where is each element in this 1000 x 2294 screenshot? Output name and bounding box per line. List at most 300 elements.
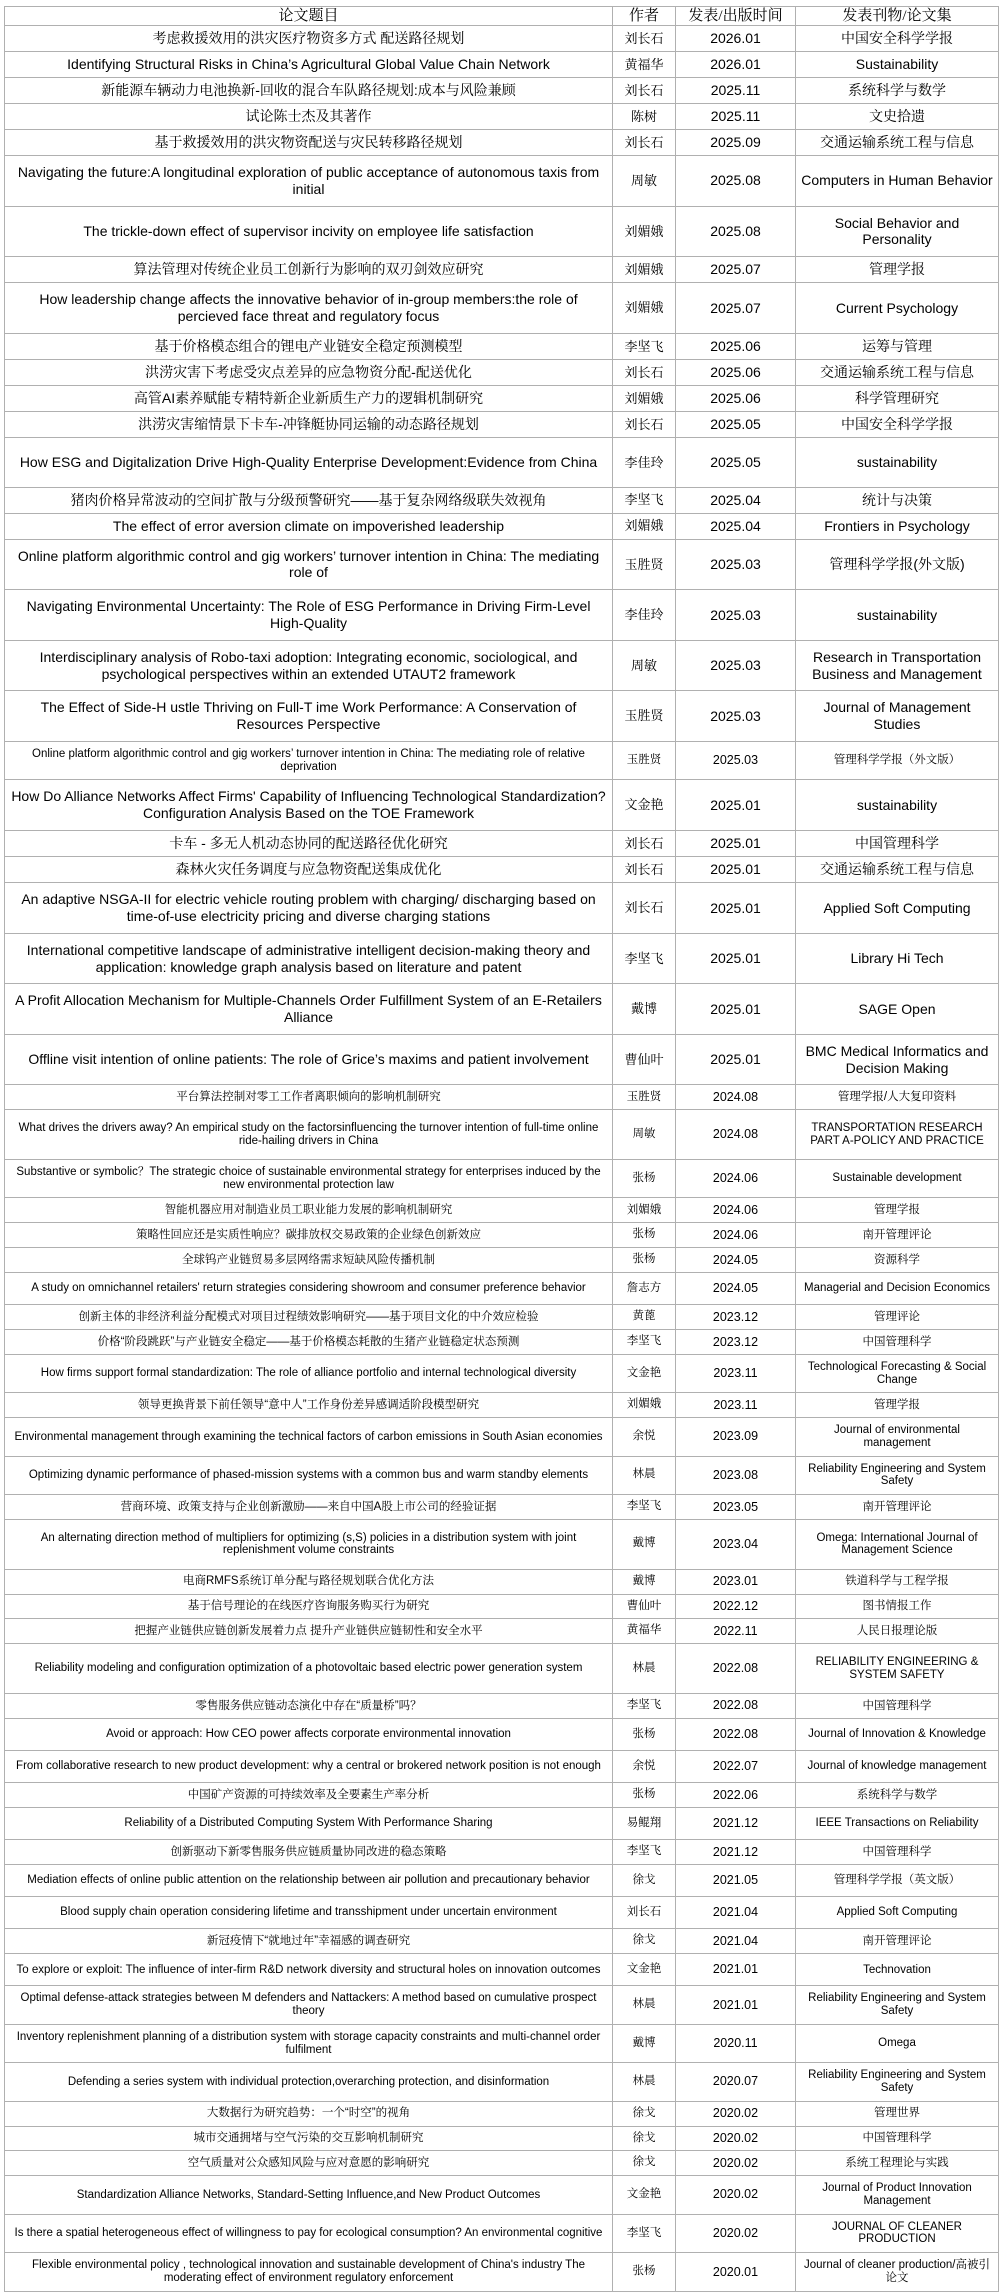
table-row [5, 2176, 999, 2214]
table-cell-author: 戴博 [613, 2024, 676, 2062]
table-cell-date: 2024.06 [676, 1160, 796, 1198]
table-cell-author: 曹仙叶 [613, 1034, 676, 1085]
publications-table [4, 6, 999, 2292]
table-cell-author: 张杨 [613, 1718, 676, 1750]
table-cell-title: 城市交通拥堵与空气污染的交互影响机制研究 [5, 2126, 613, 2151]
table-cell-title: 创新驱动下新零售服务供应链质量协同改进的稳态策略 [5, 1840, 613, 1865]
table-cell-title: Offline visit intention of online patients: The role of Grice’s maxims and patient involvement [5, 1034, 613, 1085]
table-cell-author: 刘长石 [613, 130, 676, 156]
table-cell-venue: sustainability [796, 437, 999, 487]
table-cell-title: Defending a series system with individual protection,overarching protection, and disinformation [5, 2063, 613, 2101]
table-cell-title: Navigating Environmental Uncertainty: The Role of ESG Performance in Driving Firm-Level High-Quality [5, 590, 613, 641]
table-row [5, 1619, 999, 1644]
table-cell-venue: 管理科学学报(外文版) [796, 539, 999, 590]
table-cell-date: 2021.04 [676, 1929, 796, 1954]
table-cell-date: 2022.06 [676, 1783, 796, 1808]
table-row [5, 104, 999, 130]
table-row [5, 1248, 999, 1273]
table-cell-author: 刘媚娥 [613, 1393, 676, 1418]
table-cell-author: 张杨 [613, 1248, 676, 1273]
table-cell-venue: 管理科学学报（英文版） [796, 1865, 999, 1897]
table-cell-venue: 交通运输系统工程与信息 [796, 359, 999, 385]
table-cell-venue: sustainability [796, 590, 999, 641]
table-cell-author: 刘媚娥 [613, 513, 676, 539]
table-cell-author: 李坚飞 [613, 2214, 676, 2252]
table-cell-date: 2025.07 [676, 283, 796, 334]
table-cell-date: 2022.11 [676, 1619, 796, 1644]
table-cell-title: 智能机器应用对制造业员工职业能力发展的影响机制研究 [5, 1198, 613, 1223]
table-cell-venue: Reliability Engineering and System Safety [796, 1456, 999, 1494]
table-cell-venue: Reliability Engineering and System Safety [796, 2063, 999, 2101]
table-cell-author: 詹志方 [613, 1273, 676, 1305]
table-cell-venue: TRANSPORTATION RESEARCH PART A-POLICY AND PRACTICE [796, 1110, 999, 1160]
table-row [5, 283, 999, 334]
table-cell-title: 基于价格模态组合的锂电产业链安全稳定预测模型 [5, 333, 613, 359]
table-cell-date: 2022.08 [676, 1718, 796, 1750]
table-row [5, 206, 999, 257]
table-cell-author: 刘长石 [613, 78, 676, 104]
table-cell-author: 周敏 [613, 1110, 676, 1160]
table-cell-venue: Journal of environmental management [796, 1418, 999, 1456]
table-row [5, 883, 999, 934]
table-row [5, 1718, 999, 1750]
table-cell-date: 2025.08 [676, 156, 796, 207]
table-cell-venue: 文史拾遗 [796, 104, 999, 130]
table-row [5, 2024, 999, 2062]
table-row [5, 1223, 999, 1248]
table-cell-title: 电商RMFS系统订单分配与路径规划联合优化方法 [5, 1569, 613, 1594]
table-cell-title: A study on omnichannel retailers' return strategies considering showroom and consumer preference behavior [5, 1273, 613, 1305]
table-cell-venue: 人民日报理论版 [796, 1619, 999, 1644]
table-row [5, 2151, 999, 2176]
table-cell-author: 刘媚娥 [613, 206, 676, 257]
table-cell-venue: 铁道科学与工程学报 [796, 1569, 999, 1594]
table-cell-author: 李佳玲 [613, 590, 676, 641]
table-row [5, 1644, 999, 1694]
table-cell-author: 李坚飞 [613, 487, 676, 513]
table-row [5, 1110, 999, 1160]
table-cell-title: Online platform algorithmic control and gig workers’ turnover intention in China: The mediating role of relative deprivation [5, 742, 613, 780]
table-cell-author: 刘媚娥 [613, 1198, 676, 1223]
table-cell-author: 戴博 [613, 984, 676, 1035]
table-row [5, 1034, 999, 1085]
table-cell-title: 新能源车辆动力电池换新-回收的混合车队路径规划:成本与风险兼顾 [5, 78, 613, 104]
table-cell-venue: Applied Soft Computing [796, 1897, 999, 1929]
table-cell-title: Is there a spatial heterogeneous effect of willingness to pay for ecological consumption? An environmental cognitive [5, 2214, 613, 2252]
table-row [5, 1594, 999, 1619]
table-cell-title: 试论陈士杰及其著作 [5, 104, 613, 130]
table-row [5, 1085, 999, 1110]
table-cell-date: 2025.06 [676, 385, 796, 411]
table-cell-title: 零售服务供应链动态演化中存在“质量桥”吗？ [5, 1693, 613, 1718]
table-cell-author: 徐戈 [613, 2101, 676, 2126]
table-cell-author: 文金艳 [613, 780, 676, 831]
table-row [5, 1569, 999, 1594]
table-cell-venue: 中国安全科学学报 [796, 411, 999, 437]
table-cell-venue: 系统工程理论与实践 [796, 2151, 999, 2176]
table-cell-title: What drives the drivers away? An empirical study on the factorsinfluencing the turnover intention of full-time online ride-hailing drivers in China [5, 1110, 613, 1160]
table-cell-venue: 南开管理评论 [796, 1929, 999, 1954]
table-cell-author: 林晨 [613, 1456, 676, 1494]
table-cell-author: 余悦 [613, 1418, 676, 1456]
table-cell-venue: Omega: International Journal of Management Science [796, 1519, 999, 1569]
table-cell-title: 大数据行为研究趋势：一个“时空”的视角 [5, 2101, 613, 2126]
table-cell-title: Reliability of a Distributed Computing System With Performance Sharing [5, 1808, 613, 1840]
table-cell-author: 黄福华 [613, 52, 676, 78]
table-cell-venue: Social Behavior and Personality [796, 206, 999, 257]
table-cell-title: Environmental management through examining the technical factors of carbon emissions in South Asian economies [5, 1418, 613, 1456]
table-cell-date: 2025.04 [676, 487, 796, 513]
table-cell-author: 李坚飞 [613, 1840, 676, 1865]
table-row [5, 1929, 999, 1954]
table-cell-venue: Library Hi Tech [796, 933, 999, 984]
table-cell-venue: Current Psychology [796, 283, 999, 334]
table-cell-date: 2023.04 [676, 1519, 796, 1569]
table-cell-venue: 科学管理研究 [796, 385, 999, 411]
table-cell-title: An adaptive NSGA-II for electric vehicle routing problem with charging/ discharging based on time-of-use electricity pricing and diverse charging stations [5, 883, 613, 934]
table-row [5, 2126, 999, 2151]
table-row [5, 513, 999, 539]
table-cell-title: The Effect of Side-H ustle Thriving on Full-T ime Work Performance: A Conservation of Resources Perspective [5, 691, 613, 742]
table-cell-venue: SAGE Open [796, 984, 999, 1035]
table-row [5, 26, 999, 52]
table-cell-venue: Computers in Human Behavior [796, 156, 999, 207]
table-cell-venue: 系统科学与数学 [796, 1783, 999, 1808]
table-row [5, 257, 999, 283]
table-cell-title: How Do Alliance Networks Affect Firms' Capability of Influencing Technological Standardization? Configuration Analysis Based on the TOE Framework [5, 780, 613, 831]
table-cell-author: 刘媚娥 [613, 385, 676, 411]
table-cell-date: 2023.12 [676, 1330, 796, 1355]
table-cell-title: The trickle-down effect of supervisor incivity on employee life satisfaction [5, 206, 613, 257]
table-cell-date: 2022.08 [676, 1693, 796, 1718]
table-cell-title: Flexible environmental policy , technological innovation and sustainable development of China's industry The moderating effect of environment regulatory enforcement [5, 2253, 613, 2292]
table-cell-date: 2024.06 [676, 1198, 796, 1223]
table-cell-date: 2020.02 [676, 2214, 796, 2252]
table-cell-title: 价格“阶段跳跃”与产业链安全稳定——基于价格模态耗散的生猪产业链稳定状态预测 [5, 1330, 613, 1355]
table-row [5, 640, 999, 691]
table-row [5, 742, 999, 780]
table-cell-title: Substantive or symbolic？The strategic choice of sustainable environmental strategy for enterprises induced by the new environmental protection law [5, 1160, 613, 1198]
table-cell-title: 洪涝灾害缩情景下卡车-冲锋艇协同运输的动态路径规划 [5, 411, 613, 437]
table-row [5, 1808, 999, 1840]
table-cell-venue: 运筹与管理 [796, 333, 999, 359]
table-cell-date: 2025.03 [676, 539, 796, 590]
table-cell-date: 2025.11 [676, 104, 796, 130]
table-cell-date: 2025.01 [676, 984, 796, 1035]
table-cell-author: 戴博 [613, 1519, 676, 1569]
table-cell-title: 卡车 - 多无人机动态协同的配送路径优化研究 [5, 831, 613, 857]
table-cell-venue: 中国管理科学 [796, 1330, 999, 1355]
table-cell-title: 平台算法控制对零工工作者离职倾向的影响机制研究 [5, 1085, 613, 1110]
table-cell-title: Mediation effects of online public attention on the relationship between air pollution and precautionary behavior [5, 1865, 613, 1897]
table-cell-author: 林晨 [613, 2063, 676, 2101]
table-cell-date: 2025.01 [676, 780, 796, 831]
table-cell-date: 2020.02 [676, 2176, 796, 2214]
table-row [5, 1986, 999, 2024]
table-cell-venue: Sustainable development [796, 1160, 999, 1198]
table-cell-date: 2020.02 [676, 2126, 796, 2151]
table-cell-date: 2025.03 [676, 742, 796, 780]
table-cell-title: Inventory replenishment planning of a distribution system with storage capacity constraints and multi-channel order fulfilment [5, 2024, 613, 2062]
table-cell-author: 玉胜贤 [613, 1085, 676, 1110]
table-cell-date: 2025.04 [676, 513, 796, 539]
table-cell-author: 李坚飞 [613, 333, 676, 359]
table-cell-venue: 统计与决策 [796, 487, 999, 513]
table-cell-title: 创新主体的非经济利益分配模式对项目过程绩效影响研究——基于项目文化的中介效应检验 [5, 1305, 613, 1330]
table-cell-title: 基于信号理论的在线医疗咨询服务购买行为研究 [5, 1594, 613, 1619]
table-cell-date: 2021.01 [676, 1954, 796, 1986]
table-cell-venue: 系统科学与数学 [796, 78, 999, 104]
table-cell-title: Avoid or approach: How CEO power affects corporate environmental innovation [5, 1718, 613, 1750]
table-cell-author: 戴博 [613, 1569, 676, 1594]
table-cell-venue: 交通运输系统工程与信息 [796, 130, 999, 156]
table-cell-author: 张杨 [613, 2253, 676, 2292]
table-cell-venue: BMC Medical Informatics and Decision Making [796, 1034, 999, 1085]
table-row [5, 1354, 999, 1392]
table-cell-author: 林晨 [613, 1644, 676, 1694]
table-cell-author: 徐戈 [613, 2126, 676, 2151]
table-cell-title: Navigating the future:A longitudinal exploration of public acceptance of autonomous taxis from initial [5, 156, 613, 207]
table-cell-title: To explore or exploit: The influence of inter-firm R&D network diversity and structural holes on innovation outcomes [5, 1954, 613, 1986]
table-cell-author: 刘媚娥 [613, 257, 676, 283]
table-cell-venue: 中国管理科学 [796, 2126, 999, 2151]
table-row [5, 411, 999, 437]
table-cell-venue: Research in Transportation Business and Management [796, 640, 999, 691]
table-cell-venue: 中国管理科学 [796, 1693, 999, 1718]
table-cell-title: Identifying Structural Risks in China’s Agricultural Global Value Chain Network [5, 52, 613, 78]
table-cell-date: 2025.06 [676, 359, 796, 385]
table-cell-venue: 南开管理评论 [796, 1495, 999, 1520]
table-row [5, 539, 999, 590]
table-cell-venue: 南开管理评论 [796, 1223, 999, 1248]
table-row [5, 333, 999, 359]
table-row [5, 780, 999, 831]
table-cell-author: 李坚飞 [613, 1693, 676, 1718]
table-cell-venue: RELIABILITY ENGINEERING & SYSTEM SAFETY [796, 1644, 999, 1694]
table-cell-date: 2024.05 [676, 1273, 796, 1305]
table-cell-author: 林晨 [613, 1986, 676, 2024]
table-cell-venue: 交通运输系统工程与信息 [796, 857, 999, 883]
table-cell-date: 2025.03 [676, 640, 796, 691]
table-cell-venue: IEEE Transactions on Reliability [796, 1808, 999, 1840]
table-cell-date: 2023.01 [676, 1569, 796, 1594]
table-cell-title: The effect of error aversion climate on impoverished leadership [5, 513, 613, 539]
table-cell-venue: 管理世界 [796, 2101, 999, 2126]
table-cell-date: 2023.09 [676, 1418, 796, 1456]
table-cell-author: 玉胜贤 [613, 691, 676, 742]
table-cell-venue: 管理学报 [796, 1198, 999, 1223]
table-cell-date: 2020.02 [676, 2101, 796, 2126]
header-author: 作者 [613, 7, 676, 26]
table-cell-venue: Omega [796, 2024, 999, 2062]
table-cell-author: 李坚飞 [613, 1495, 676, 1520]
header-title: 论文题目 [5, 7, 613, 26]
table-row [5, 1840, 999, 1865]
table-cell-title: Interdisciplinary analysis of Robo-taxi adoption: Integrating economic, sociological, and psychological perspectives within an extended UTAUT2 framework [5, 640, 613, 691]
table-cell-title: 考虑救援效用的洪灾医疗物资多方式 配送路径规划 [5, 26, 613, 52]
table-cell-venue: JOURNAL OF CLEANER PRODUCTION [796, 2214, 999, 2252]
table-row [5, 1954, 999, 1986]
table-row [5, 857, 999, 883]
table-cell-author: 玉胜贤 [613, 742, 676, 780]
table-cell-author: 李坚飞 [613, 1330, 676, 1355]
table-cell-venue: Technological Forecasting & Social Change [796, 1354, 999, 1392]
table-cell-author: 曹仙叶 [613, 1594, 676, 1619]
table-cell-title: Standardization Alliance Networks, Standard-Setting Influence,and New Product Outcomes [5, 2176, 613, 2214]
table-cell-title: 猪肉价格异常波动的空间扩散与分级预警研究——基于复杂网络级联失效视角 [5, 487, 613, 513]
table-cell-author: 文金艳 [613, 2176, 676, 2214]
table-cell-date: 2024.08 [676, 1110, 796, 1160]
table-cell-venue: Journal of knowledge management [796, 1750, 999, 1782]
table-cell-date: 2022.08 [676, 1644, 796, 1694]
table-cell-author: 刘媚娥 [613, 283, 676, 334]
table-cell-date: 2021.04 [676, 1897, 796, 1929]
table-cell-date: 2025.01 [676, 933, 796, 984]
table-cell-title: 新冠疫情下“就地过年”幸福感的调查研究 [5, 1929, 613, 1954]
table-cell-date: 2023.05 [676, 1495, 796, 1520]
table-cell-author: 徐戈 [613, 1865, 676, 1897]
table-cell-date: 2025.08 [676, 206, 796, 257]
table-cell-date: 2021.01 [676, 1986, 796, 2024]
table-row [5, 1393, 999, 1418]
table-row [5, 487, 999, 513]
table-cell-title: 基于救援效用的洪灾物资配送与灾民转移路径规划 [5, 130, 613, 156]
table-cell-title: From collaborative research to new product development: why a central or brokered network position is not enough [5, 1750, 613, 1782]
table-cell-author: 刘长石 [613, 411, 676, 437]
table-cell-date: 2024.06 [676, 1223, 796, 1248]
table-row [5, 1273, 999, 1305]
table-row [5, 1897, 999, 1929]
table-cell-title: Optimal defense-attack strategies between M defenders and Nattackers: A method based on cumulative prospect theory [5, 1986, 613, 2024]
table-cell-author: 陈树 [613, 104, 676, 130]
table-cell-title: 空气质量对公众感知风险与应对意愿的影响研究 [5, 2151, 613, 2176]
table-row [5, 1418, 999, 1456]
table-cell-author: 文金艳 [613, 1954, 676, 1986]
table-row [5, 78, 999, 104]
table-row [5, 1750, 999, 1782]
table-cell-author: 张杨 [613, 1223, 676, 1248]
table-row [5, 1783, 999, 1808]
table-cell-date: 2020.07 [676, 2063, 796, 2101]
table-cell-venue: 管理学报 [796, 257, 999, 283]
table-cell-date: 2025.01 [676, 883, 796, 934]
table-cell-date: 2021.05 [676, 1865, 796, 1897]
header-date: 发表/出版时间 [676, 7, 796, 26]
table-cell-date: 2021.12 [676, 1808, 796, 1840]
table-cell-venue: 中国管理科学 [796, 831, 999, 857]
table-row [5, 691, 999, 742]
table-row [5, 1305, 999, 1330]
table-cell-venue: Applied Soft Computing [796, 883, 999, 934]
table-cell-date: 2025.03 [676, 691, 796, 742]
table-cell-venue: 管理学报 [796, 1393, 999, 1418]
table-cell-venue: Journal of Innovation & Knowledge [796, 1718, 999, 1750]
table-cell-author: 刘长石 [613, 359, 676, 385]
table-cell-author: 黄蓖 [613, 1305, 676, 1330]
table-row [5, 2214, 999, 2252]
table-row [5, 2063, 999, 2101]
table-cell-date: 2026.01 [676, 26, 796, 52]
table-cell-title: 高管AI素养赋能专精特新企业新质生产力的逻辑机制研究 [5, 385, 613, 411]
table-cell-date: 2025.05 [676, 437, 796, 487]
table-cell-author: 徐戈 [613, 2151, 676, 2176]
table-cell-venue: 中国安全科学学报 [796, 26, 999, 52]
table-row [5, 2101, 999, 2126]
table-row [5, 1693, 999, 1718]
table-cell-venue: Journal of cleaner production/高被引论文 [796, 2253, 999, 2292]
table-cell-venue: 资源科学 [796, 1248, 999, 1273]
table-cell-author: 余悦 [613, 1750, 676, 1782]
table-cell-title: Blood supply chain operation considering lifetime and transshipment under uncertain environment [5, 1897, 613, 1929]
table-cell-date: 2025.01 [676, 857, 796, 883]
table-row [5, 437, 999, 487]
table-cell-title: 全球钨产业链贸易多层网络需求短缺风险传播机制 [5, 1248, 613, 1273]
table-cell-venue: 图书情报工作 [796, 1594, 999, 1619]
table-cell-venue: 中国管理科学 [796, 1840, 999, 1865]
table-cell-author: 张杨 [613, 1160, 676, 1198]
table-cell-venue: 管理科学学报（外文版） [796, 742, 999, 780]
table-cell-title: Reliability modeling and configuration optimization of a photovoltaic based electric power generation system [5, 1644, 613, 1694]
table-cell-date: 2020.02 [676, 2151, 796, 2176]
table-cell-author: 刘长石 [613, 1897, 676, 1929]
table-cell-author: 张杨 [613, 1783, 676, 1808]
table-cell-date: 2025.07 [676, 257, 796, 283]
table-row [5, 156, 999, 207]
table-row [5, 1456, 999, 1494]
table-row [5, 359, 999, 385]
table-row [5, 130, 999, 156]
table-cell-author: 周敏 [613, 156, 676, 207]
table-cell-date: 2024.05 [676, 1248, 796, 1273]
table-cell-date: 2025.06 [676, 333, 796, 359]
table-cell-venue: 管理学报/人大复印资料 [796, 1085, 999, 1110]
table-cell-date: 2022.12 [676, 1594, 796, 1619]
table-cell-venue: Reliability Engineering and System Safety [796, 1986, 999, 2024]
table-cell-author: 刘长石 [613, 831, 676, 857]
table-row [5, 933, 999, 984]
table-cell-title: A Profit Allocation Mechanism for Multiple-Channels Order Fulfillment System of an E-Retailers Alliance [5, 984, 613, 1035]
table-cell-date: 2024.08 [676, 1085, 796, 1110]
table-cell-venue: sustainability [796, 780, 999, 831]
table-row [5, 984, 999, 1035]
table-cell-title: 领导更换背景下前任领导“意中人”工作身份差异感调适阶段模型研究 [5, 1393, 613, 1418]
table-row [5, 1495, 999, 1520]
table-cell-author: 玉胜贤 [613, 539, 676, 590]
table-cell-date: 2023.11 [676, 1354, 796, 1392]
table-cell-date: 2022.07 [676, 1750, 796, 1782]
table-cell-title: 把握产业链供应链创新发展着力点 提升产业链供应链韧性和安全水平 [5, 1619, 613, 1644]
table-cell-title: 营商环境、政策支持与企业创新激励——来自中国A股上市公司的经验证据 [5, 1495, 613, 1520]
table-cell-title: How leadership change affects the innovative behavior of in-group members:the role of percieved face threat and regulatory focus [5, 283, 613, 334]
table-cell-venue: 管理评论 [796, 1305, 999, 1330]
table-cell-title: Optimizing dynamic performance of phased-mission systems with a common bus and warm standby elements [5, 1456, 613, 1494]
table-row [5, 52, 999, 78]
table-cell-date: 2023.11 [676, 1393, 796, 1418]
table-cell-date: 2023.08 [676, 1456, 796, 1494]
table-cell-date: 2025.11 [676, 78, 796, 104]
table-cell-author: 李坚飞 [613, 933, 676, 984]
table-row [5, 2253, 999, 2292]
table-row [5, 1519, 999, 1569]
table-cell-title: 算法管理对传统企业员工创新行为影响的双刃剑效应研究 [5, 257, 613, 283]
table-cell-author: 黄福华 [613, 1619, 676, 1644]
table-cell-author: 周敏 [613, 640, 676, 691]
table-cell-date: 2020.01 [676, 2253, 796, 2292]
table-cell-date: 2025.03 [676, 590, 796, 641]
table-cell-date: 2025.09 [676, 130, 796, 156]
table-cell-venue: Journal of Management Studies [796, 691, 999, 742]
table-cell-date: 2021.12 [676, 1840, 796, 1865]
